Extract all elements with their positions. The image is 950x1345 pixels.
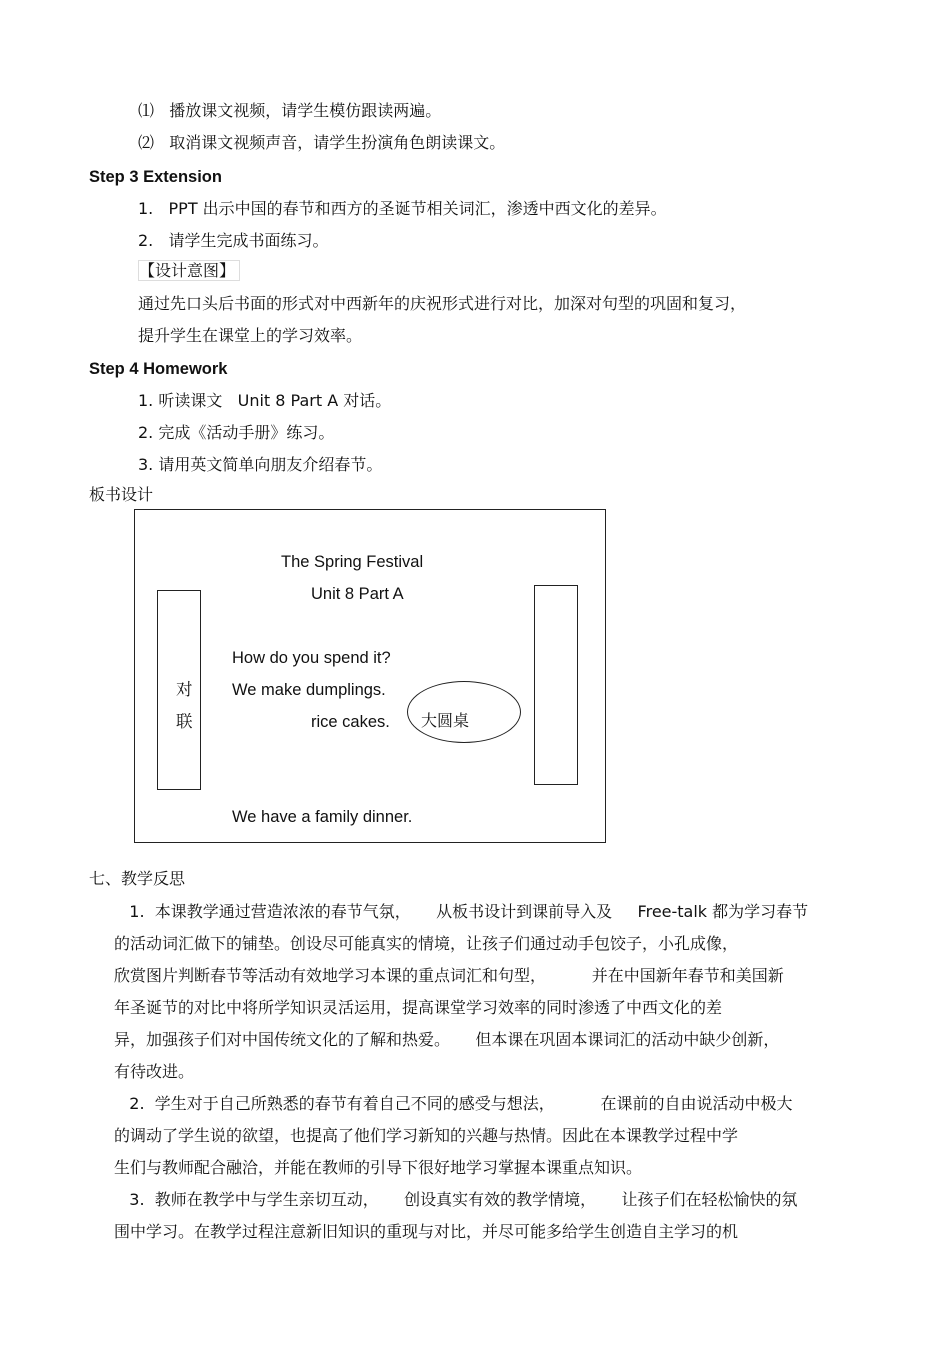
couplet-right (534, 585, 578, 785)
board-line-family-dinner: We have a family dinner. (232, 808, 413, 826)
step2-item-2 (138, 133, 505, 153)
reflection-line-2: 的活动词汇做下的铺垫。创设尽可能真实的情境，让孩子们通过动手包饺子，小孔成像， (114, 934, 739, 953)
design-intent-label-text: 【设计意图】 (138, 260, 240, 281)
reflection-line-3: 欣赏图片判断春节等活动有效地学习本课的重点词汇和句型， 并在中国新年春节和美国新 (114, 966, 784, 985)
reflection-line-4: 年圣诞节的对比中将所学知识灵活运用，提高课堂学习效率的同时渗透了中西文化的差 (114, 998, 723, 1017)
reflection-line-9: 生们与教师配合融洽，并能在教师的引导下很好地学习掌握本课重点知识。 (114, 1158, 643, 1177)
step4-item-1: 1. 听读课文 Unit 8 Part A 对话。 (138, 391, 392, 410)
step2-item-2-num: ⑵ (138, 133, 155, 152)
board-section-label: 板书设计 (89, 485, 154, 504)
design-intent-line-2: 提升学生在课堂上的学习效率。 (138, 326, 363, 345)
couplet-char-bottom: 联 (176, 713, 193, 731)
design-intent-line-1: 通过先口头后书面的形式对中西新年的庆祝形式进行对比，加深对句型的巩固和复习， (138, 294, 747, 313)
design-intent-label (138, 261, 240, 281)
board-subtitle: Unit 8 Part A (311, 585, 404, 603)
step4-item-2: 2. 完成《活动手册》练习。 (138, 423, 335, 442)
reflection-line-6: 有待改进。 (114, 1062, 195, 1081)
reflection-line-5: 异，加强孩子们对中国传统文化的了解和热爱。 但本课在巩固本课词汇的活动中缺少创新， (114, 1030, 780, 1049)
reflection-line-8: 的调动了学生说的欲望，也提高了他们学习新知的兴趣与热情。因此在本课教学过程中学 (114, 1126, 739, 1145)
step2-item-1-text: 播放课文视频，请学生模仿跟读两遍。 (169, 101, 442, 120)
step2-item-2-text: 取消课文视频声音，请学生扮演角色朗读课文。 (169, 133, 506, 152)
blackboard-design (134, 509, 606, 843)
reflection-line-1: 1. 本课教学通过营造浓浓的春节气氛， 从板书设计到课前导入及 Free-talk 都为学习春节 (114, 902, 809, 921)
board-title: The Spring Festival (281, 553, 424, 571)
board-line-dumplings: We make dumplings. (232, 681, 386, 699)
step3-heading: Step 3 Extension (89, 168, 222, 186)
step4-item-3: 3. 请用英文简单向朋友介绍春节。 (138, 455, 383, 474)
reflection-line-7: 2. 学生对于自己所熟悉的春节有着自己不同的感受与想法， 在课前的自由说活动中极大 (114, 1094, 793, 1113)
reflection-line-11: 围中学习。在教学过程注意新旧知识的重现与对比，并尽可能多给学生创造自主学习的机 (114, 1222, 739, 1241)
round-table-label: 大圆桌 (421, 711, 470, 730)
board-line-rice-cakes: rice cakes. (311, 713, 390, 731)
step2-item-1 (138, 101, 441, 121)
step2-item-1-num: ⑴ (138, 101, 155, 120)
couplet-char-top: 对 (176, 681, 193, 699)
board-question: How do you spend it? (232, 649, 391, 667)
step4-heading: Step 4 Homework (89, 360, 228, 378)
reflection-line-10: 3. 教师在教学中与学生亲切互动， 创设真实有效的教学情境， 让孩子们在轻松愉快的氛 (114, 1190, 798, 1209)
step3-item-2: 2. 请学生完成书面练习。 (138, 231, 329, 250)
reflection-heading: 七、教学反思 (89, 869, 186, 888)
step3-item-1: 1. PPT 出示中国的春节和西方的圣诞节相关词汇，渗透中西文化的差异。 (138, 199, 667, 218)
